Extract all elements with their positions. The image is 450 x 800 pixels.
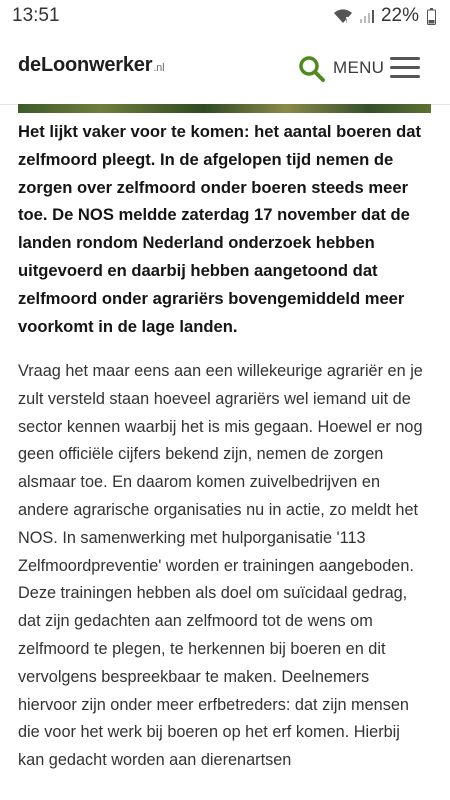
wifi-icon: [333, 8, 353, 24]
svg-text:!: !: [345, 18, 348, 24]
search-icon: [298, 55, 326, 83]
article-intro: Het lijkt vaker voor te komen: het aantal boeren dat zelfmoord pleegt. In de afgelopen tijd nemen de zorgen over zelfmoord onder boeren steeds meer toe. De NOS meldde zaterdag 17 november dat de landen rondom Nederland onderzoek hebben uitgevoerd en daarbij hebben aangetoond dat zelfmoord onder agrariërs bovengemiddeld meer voorkomt in de lage landen.: [18, 122, 421, 336]
hamburger-icon[interactable]: [390, 57, 420, 79]
logo-tld: .nl: [153, 62, 165, 74]
hamburger-bar: [390, 57, 420, 60]
battery-percentage: 22%: [380, 5, 419, 26]
hamburger-bar: [390, 66, 420, 69]
status-bar: [0, 0, 450, 32]
article-paragraph: Vraag het maar eens aan een willekeurige agrariër en je zult versteld staan hoeveel agrariërs wel iemand uit de sector kennen waarbij het is mis gegaan. Hoewel er nog geen officiële cijfers bekend zijn, nemen de zorgen alsmaar toe. En daarom komen zuivelbedrijven en andere agrarische organisaties nu in actie, zo meldt het NOS. In samenwerking met hulporganisatie '113 Zelfmoordpreventie' worden er trainingen aangeboden. Deze trainingen hebben als doel om suïcidaal gedrag, dat zijn gedachten aan zelfmoord tot de wens om zelfmoord te plegen, te herkennen bij boeren en dit vervolgens bespreekbaar te maken. Deelnemers hiervoor zijn onder meer erfbetreders: dat zijn mensen die voor het werk bij boeren op het erf komen. Hierbij kan gedacht worden aan dierenartsen: [18, 362, 423, 770]
hero-image: [18, 104, 431, 113]
status-icons: [333, 5, 436, 27]
search-button[interactable]: [298, 55, 326, 83]
site-logo[interactable]: [18, 54, 164, 77]
logo-brand: Loonwerker: [40, 54, 153, 76]
hamburger-bar: [390, 75, 420, 78]
battery-icon: [427, 8, 436, 25]
site-header: [0, 32, 450, 105]
menu-button[interactable]: MENU: [333, 58, 385, 77]
logo-prefix: de: [18, 54, 41, 76]
status-time: 13:51: [12, 5, 60, 26]
scroll-fade: [0, 780, 450, 800]
signal-icon: [359, 8, 375, 24]
